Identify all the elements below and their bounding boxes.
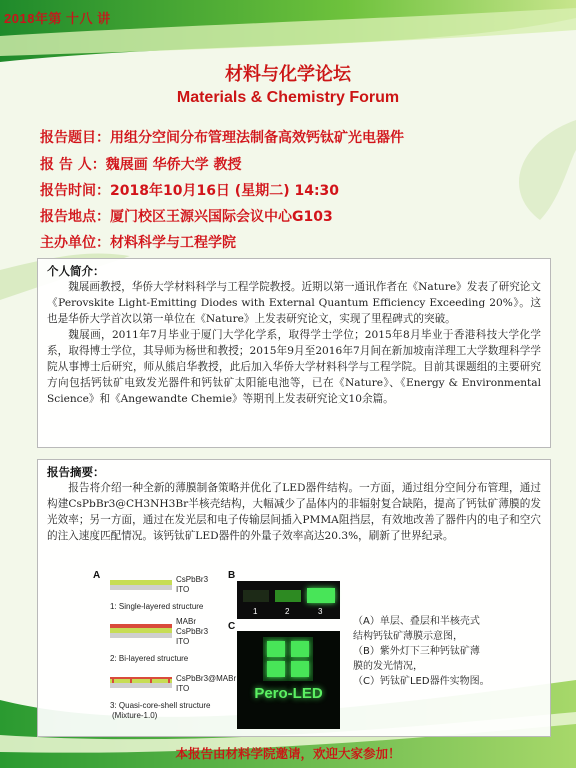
structure-1-ito-layer	[110, 585, 172, 590]
structure-3-film-label: CsPbBr3@MABr	[176, 674, 237, 683]
film-sample-1-label: 1	[253, 607, 258, 616]
info-host	[40, 232, 236, 252]
info-time-label: 报告时间：	[40, 183, 110, 199]
led-pixel	[291, 641, 309, 657]
info-venue-label: 报告地点：	[40, 209, 110, 225]
led-pixel	[267, 641, 285, 657]
bio-heading: 个人简介：	[47, 264, 105, 278]
forum-title-en: Materials & Chemistry Forum	[176, 89, 400, 106]
info-venue-value: 厦门校区王源兴国际会议中心G103	[110, 209, 333, 225]
info-time	[40, 180, 339, 200]
structure-1-ito-label: ITO	[176, 585, 190, 594]
structure-2-top-label: MABr	[176, 617, 196, 626]
info-topic	[40, 127, 404, 147]
uv-photo	[237, 581, 340, 619]
structure-3-caption-2: (Mixture-1.0)	[112, 711, 158, 720]
bio-paragraph-2: 魏展画，2011年7月毕业于厦门大学化学系，取得学士学位；2015年8月毕业于香港科技大学化学系，取得博士学位，其导师为杨世和教授；2015年9月至2016年7月间在新加坡南洋理工大学数理科学学院从事博士后研究，师从熊启华教授，此后加入华侨大学材料科学与工程学院。目前其课题组的主要研究方向包括钙钛矿电致发光器件和钙钛矿太阳能电池等，已在《Nature》、《Energy & Environmental Science》和《Angewandte Chemie》等期刊上发表研究论文10余篇。	[47, 329, 541, 405]
bio-panel	[37, 258, 551, 448]
led-substrate	[263, 637, 313, 681]
structure-2-film-label: CsPbBr3	[176, 627, 209, 636]
film-sample-3-label: 3	[318, 607, 323, 616]
structure-1-caption: 1: Single-layered structure	[110, 602, 204, 611]
structure-2-caption: 2: Bi-layered structure	[110, 654, 189, 663]
legend-line-4: 膜的发光情况，	[353, 661, 423, 672]
bio-paragraph-1: 魏展画教授，华侨大学材料科学与工程学院教授。近期以第一通讯作者在《Nature》发表了研究论文《Perovskite Light-Emitting Diodes with External Quantum Efficiency Exceeding 20%》。这也是华侨大学首次以第一单位在《Nature》上发表研究论文，实现了里程碑式的突破。	[47, 281, 541, 325]
structure-3-ito-layer	[110, 683, 172, 688]
panel-a-letter: A	[93, 570, 101, 581]
info-host-label: 主办单位：	[40, 235, 110, 251]
info-topic-label: 报告题目：	[40, 130, 110, 146]
lecture-series-label: 2018年第 十八 讲	[4, 11, 111, 26]
info-speaker	[40, 154, 242, 174]
abstract-heading: 报告摘要：	[47, 465, 105, 479]
legend-line-3: （B）紫外灯下三种钙钛矿薄	[353, 646, 480, 657]
info-venue	[40, 206, 333, 226]
structure-2-ito-label: ITO	[176, 637, 190, 646]
figure-legend	[353, 614, 521, 689]
info-topic-value: 用组分空间分布管理法制备高效钙钛矿光电器件	[110, 130, 404, 146]
structure-3-caption: 3: Quasi-core-shell structure	[110, 701, 211, 710]
invitation-footer: 本报告由材料学院邀请，欢迎大家参加！	[175, 746, 401, 761]
film-sample-2	[275, 590, 301, 602]
film-sample-2-label: 2	[285, 607, 290, 616]
led-device-photo	[237, 631, 340, 729]
structure-1-film-label: CsPbBr3	[176, 575, 209, 584]
pero-led-glow-text: Pero-LED	[254, 685, 323, 702]
led-pixel	[267, 661, 285, 677]
led-pixel	[291, 661, 309, 677]
info-time-value: 2018年10月16日 (星期二) 14:30	[110, 183, 340, 199]
film-sample-3	[307, 588, 335, 603]
panel-c-letter: C	[228, 621, 236, 632]
legend-line-2: 结构钙钛矿薄膜示意图，	[353, 631, 463, 642]
film-sample-1	[243, 590, 269, 602]
info-host-value: 材料科学与工程学院	[110, 235, 236, 251]
panel-b-letter: B	[228, 570, 236, 581]
legend-line-5: （C）钙钛矿LED器件实物图。	[353, 676, 490, 687]
forum-title-zh: 材料与化学论坛	[225, 64, 351, 85]
info-speaker-value: 魏展画 华侨大学 教授	[105, 157, 242, 173]
structure-3-ito-label: ITO	[176, 684, 190, 693]
info-speaker-label: 报 告 人：	[40, 157, 106, 173]
structure-2-ito-layer	[110, 633, 172, 638]
abstract-paragraph: 报告将介绍一种全新的薄膜制备策略并优化了LED器件结构。一方面，通过组分空间分布管理，通过构建CsPbBr3@CH3NH3Br半核壳结构，大幅减少了晶体内的非辐射复合缺陷，提高了钙钛矿薄膜的发光效率；另一方面，通过在发光层和电子传输层间插入PMMA阻挡层，有效地改善了器件内的电子和空穴的注入速度匹配情况。该钙钛矿LED器件的外量子效率高达20.3%，刷新了世界纪录。	[47, 482, 541, 542]
legend-line-1: （A）单层、叠层和半核壳式	[353, 616, 480, 627]
